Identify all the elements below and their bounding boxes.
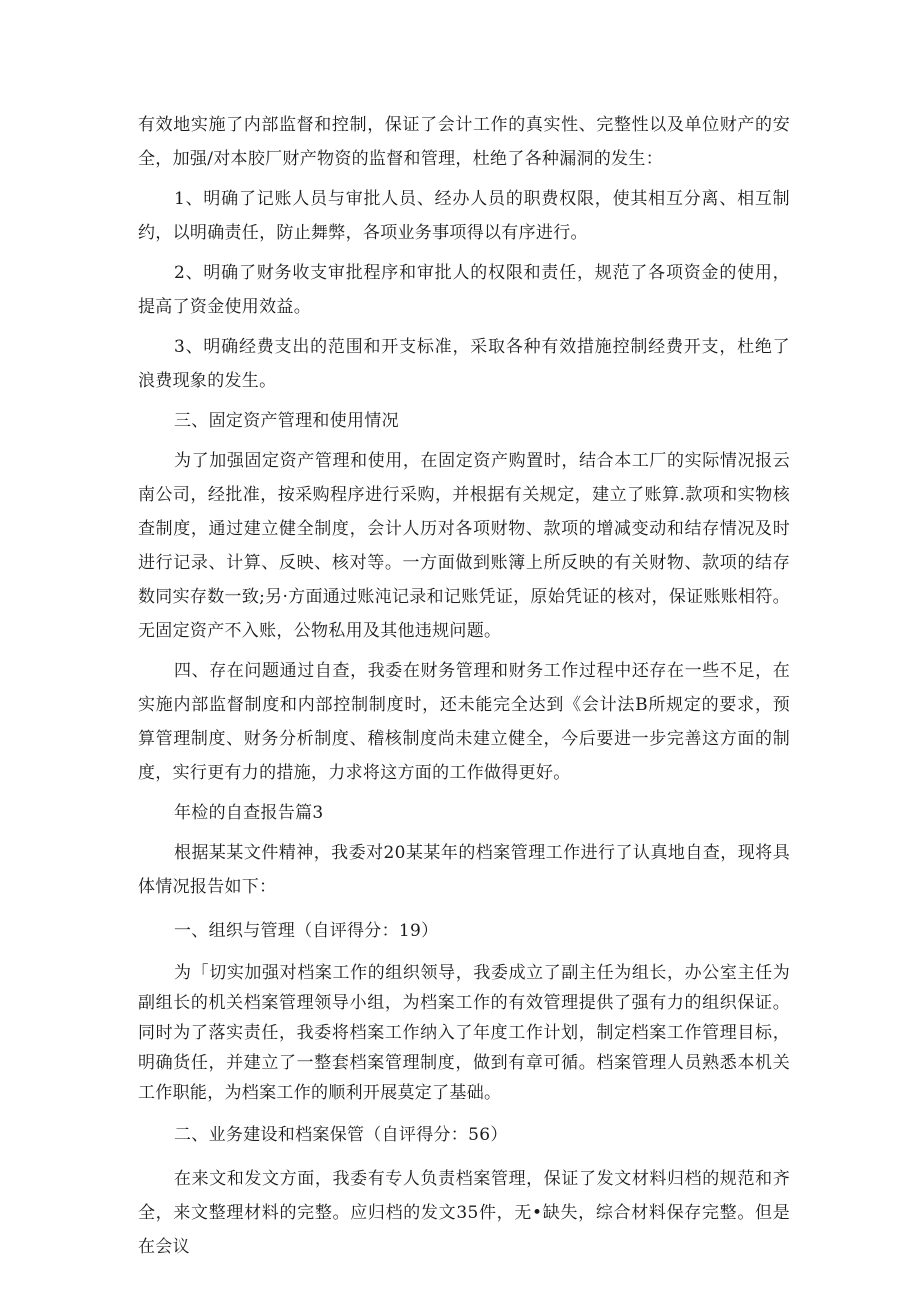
paragraph-item-1: 1、明确了记账人员与审批人员、经办人员的职费权限，使其相互分离、相互制约，以明确责任，防止舞弊，各项业务事项得以有序进行。: [138, 189, 790, 243]
section-heading-fixed-assets: 三、固定资产管理和使用情况: [174, 411, 399, 431]
paragraph-organization: 为「切实加强对档案工作的组织领导，我委成立了副主任为组长，办公室主任为副组长的机关档案管理领导小组，为档案工作的有效管理提供了强有力的组织保证。同时为了落实责任，我委将档案工作纳入了年度工作计划，制定档案工作管理目标，明确货任，并建立了一整套档案管理制度，做到有章可循。档案管理人员熟悉本机关工作职能，为档案工作的顺利开展莫定了基础。: [138, 963, 790, 1103]
paragraph-item-2: 2、明确了财务收支审批程序和审批人的权限和责任，规范了各项资金的使用，提高了资金使用效益。: [138, 263, 790, 317]
paragraph-item-3: 3、明确经费支出的范围和开支标准，采取各种有效措施控制经费开支，杜绝了浪费现象的发生。: [138, 337, 790, 391]
section-heading-organization: 一、组织与管理（自评得分：19）: [174, 921, 439, 941]
report-title-part-3: 年检的自查报告篇3: [174, 803, 324, 823]
section-heading-archive-management: 二、业务建设和档案保管（自评得分：56）: [174, 1125, 508, 1145]
paragraph-fixed-assets: 为了加强固定资产管理和使用，在固定资产购置时，结合本工厂的实际情况报云南公司，经批准，按采购程序进行采购，并根据有关规定，建立了账算.款项和实物核查制度，通过建立健全制度，会计人历对各项财物、款项的增减变动和结存情况及时进行记录、计算、反映、核对等。一方面做到账簿上所反映的有关财物、款项的结存数同实存数一致;另·方面通过账沌记录和记账凭证，原始凭证的核对，保证账账相符。无固定资产不入账，公物私用及其他违规问题。: [138, 451, 790, 641]
paragraph-report-intro: 根据某某文件精神，我委对20某某年的档案管理工作进行了认真地自查，现将具体情况报告如下：: [138, 843, 790, 897]
paragraph-existing-problems: 四、存在问题通过自查，我委在财务管理和财务工作过程中还存在一些不足，在实施内部监督制度和内部控制制度时，还未能完全达到《会计法B所规定的要求，预算管理制度、财务分析制度、稽核制度尚未建立健全，今后要进一步完善这方面的制度，实行更有力的措施，力求将这方面的工作做得更好。: [138, 661, 790, 783]
paragraph-internal-control: 有效地实施了内部监督和控制，保证了会计工作的真实性、完整性以及单位财产的安全，加强/对本胶厂财产物资的监督和管理，杜绝了各种漏洞的发生：: [138, 115, 790, 169]
paragraph-archive-management: 在来文和发文方面，我委有专人负责档案管理，保证了发文材料归档的规范和齐全，来文整理材料的完整。应归档的发文35件，无•缺失，综合材料保存完整。但是在会议: [138, 1169, 790, 1257]
